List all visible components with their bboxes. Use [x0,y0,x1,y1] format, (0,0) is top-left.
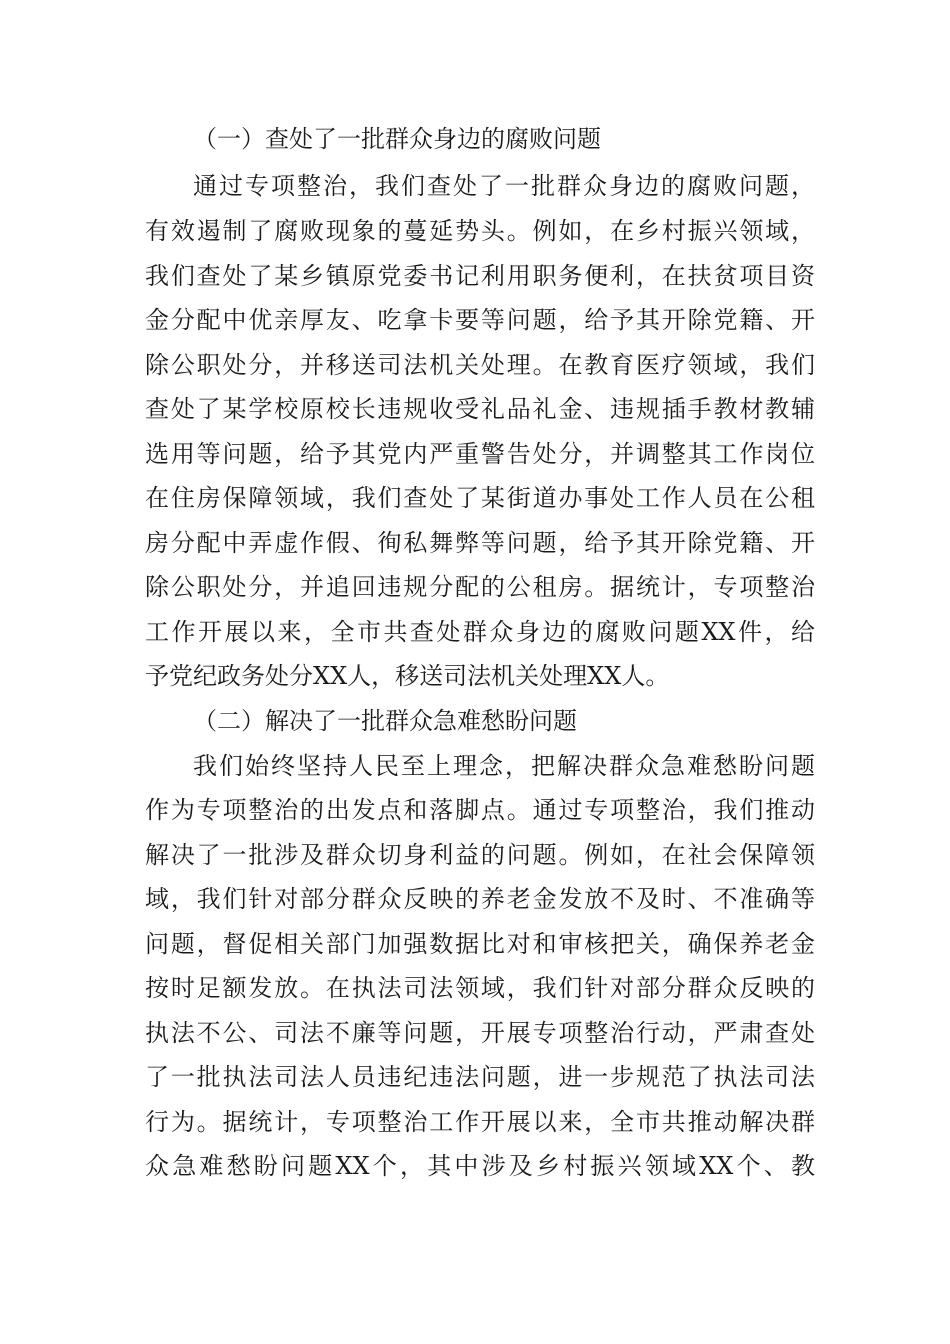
section-1-line-7: 选用等问题，给予其党内严重警告处分，并调整其工作岗位 [145,440,815,468]
section-2-line-9: 行为。据统计，专项整治工作开展以来，全市共推动解决群 [145,1108,815,1136]
section-2-line-1: 我们始终坚持人民至上理念，把解决群众急难愁盼问题 [193,752,815,780]
section-1-line-8: 在住房保障领域，我们查处了某街道办事处工作人员在公租 [145,484,815,512]
section-1-line-2: 有效遏制了腐败现象的蔓延势头。例如，在乡村振兴领域， [145,217,815,245]
section-2-line-3: 解决了一批涉及群众切身利益的问题。例如，在社会保障领 [145,841,815,869]
section-2-heading: （二）解决了一批群众急难愁盼问题 [193,707,577,735]
section-2-line-10: 众急难愁盼问题XX个，其中涉及乡村振兴领域XX个、教 [145,1152,815,1180]
section-1-line-3: 我们查处了某乡镇原党委书记利用职务便利，在扶贫项目资 [145,262,815,290]
section-1-line-10: 除公职处分，并追回违规分配的公租房。据统计，专项整治 [145,573,815,601]
section-1-line-12: 予党纪政务处分XX人，移送司法机关处理XX人。 [145,662,670,690]
section-1-line-6: 查处了某学校原校长违规收受礼品礼金、违规插手教材教辅 [145,395,815,423]
section-2-line-2: 作为专项整治的出发点和落脚点。通过专项整治，我们推动 [145,796,815,824]
section-1-line-1: 通过专项整治，我们查处了一批群众身边的腐败问题， [193,172,815,200]
section-1-line-4: 金分配中优亲厚友、吃拿卡要等问题，给予其开除党籍、开 [145,306,815,334]
section-2-line-5: 问题，督促相关部门加强数据比对和审核把关，确保养老金 [145,930,815,958]
section-1-line-5: 除公职处分，并移送司法机关处理。在教育医疗领域，我们 [145,351,815,379]
section-1-heading: （一）查处了一批群众身边的腐败问题 [193,125,601,153]
section-2-line-7: 执法不公、司法不廉等问题，开展专项整治行动，严肃查处 [145,1019,815,1047]
section-2-line-4: 域，我们针对部分群众反映的养老金发放不及时、不准确等 [145,885,815,913]
section-1-line-9: 房分配中弄虚作假、徇私舞弊等问题，给予其开除党籍、开 [145,529,815,557]
section-1-line-11: 工作开展以来，全市共查处群众身边的腐败问题XX件，给 [145,618,815,646]
section-2-line-6: 按时足额发放。在执法司法领域，我们针对部分群众反映的 [145,974,815,1002]
section-2-line-8: 了一批执法司法人员违纪违法问题，进一步规范了执法司法 [145,1063,815,1091]
